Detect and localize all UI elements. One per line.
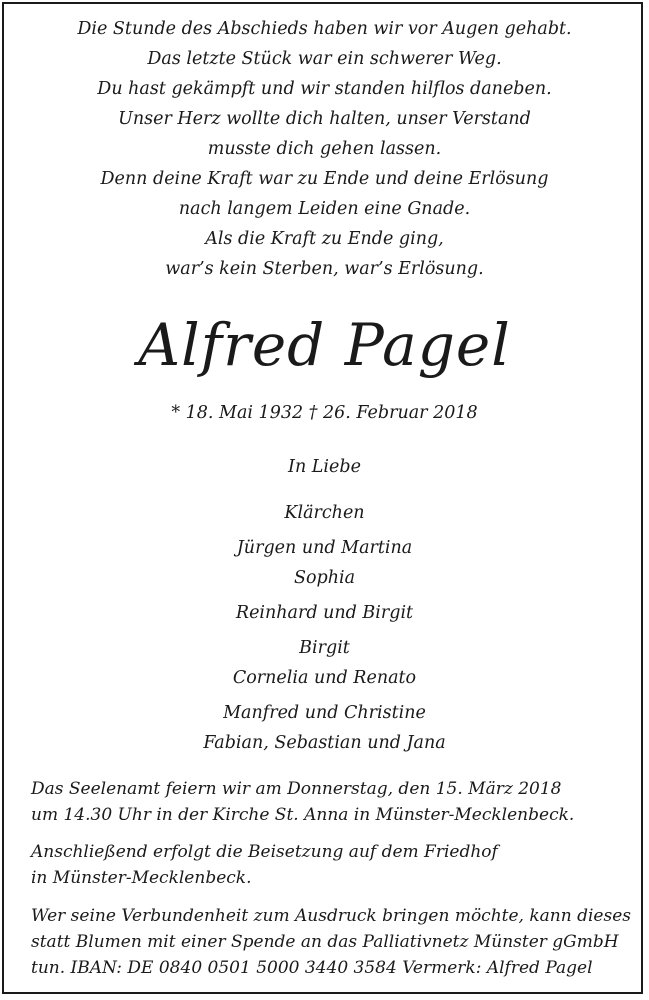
poem-line: Das letzte Stück war ein schwerer Weg. [147,49,502,69]
mourner-name: Fabian, Sebastian und Jana [203,733,446,753]
burial-info [31,839,631,891]
mourner-name: Sophia [293,568,356,588]
mourner-name: Jürgen und Martina [236,538,413,558]
poem-line: war’s kein Sterben, war’s Erlösung. [165,259,484,279]
mourner-name: Birgit [299,638,350,658]
info-line: statt Blumen mit einer Spende an das Palliativnetz Münster gGmbH [31,932,619,952]
mourner-group [0,498,649,528]
mourner-name: Reinhard und Birgit [235,603,414,623]
poem-line: Als die Kraft zu Ende ging, [205,229,444,249]
poem-line: musste dich gehen lassen. [207,139,442,159]
mourner-name: Klärchen [284,503,365,523]
service-info [31,776,631,828]
info-line: tun. IBAN: DE 0840 0501 5000 3440 3584 Vermerk: Alfred Pagel [31,958,593,978]
mourner-name: Manfred und Christine [223,703,426,723]
intro-text: In Liebe [288,457,361,477]
info-line: Anschließend erfolgt die Beisetzung auf dem Friedhof [31,842,498,862]
poem-line: Du hast gekämpft und wir standen hilflos daneben. [97,79,552,99]
poem [0,14,649,284]
mourner-group [0,698,649,758]
poem-line: Die Stunde des Abschieds haben wir vor Augen gehabt. [77,19,572,39]
mourner-name: Cornelia und Renato [232,668,417,688]
info-line: in Münster-Mecklenbeck. [31,868,252,888]
mourners-intro [0,452,649,482]
life-dates: * 18. Mai 1932 † 26. Februar 2018 [171,403,478,423]
mourner-group [0,533,649,593]
poem-line: Denn deine Kraft war zu Ende und deine Erlösung [100,169,549,189]
deceased-name: Alfred Pagel [138,311,511,379]
mourner-group [0,598,649,628]
info-line: Das Seelenamt feiern wir am Donnerstag, den 15. März 2018 [31,779,562,799]
info-line: Wer seine Verbundenheit zum Ausdruck bringen möchte, kann dieses [31,906,631,926]
mourner-group [0,633,649,693]
info-line: um 14.30 Uhr in der Kirche St. Anna in Münster-Mecklenbeck. [31,805,575,825]
poem-line: Unser Herz wollte dich halten, unser Verstand [118,109,531,129]
donation-info [31,903,631,981]
poem-line: nach langem Leiden eine Gnade. [178,199,471,219]
